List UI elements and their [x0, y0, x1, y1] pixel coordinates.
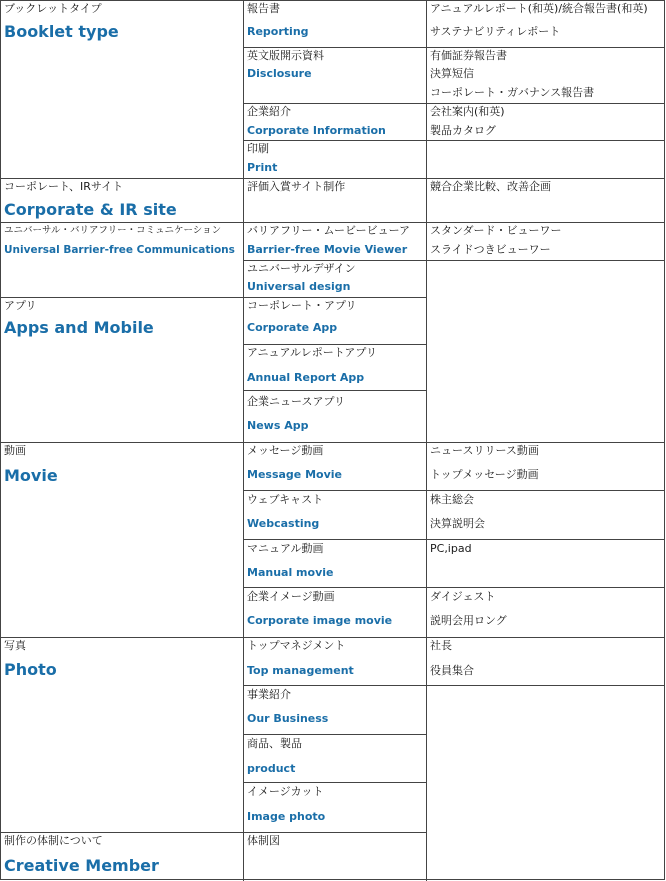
item-annual-report-app-jp: アニュアルレポートアプリ [247, 346, 377, 359]
item-our-business-jp: 事業紹介 [247, 688, 291, 701]
item-news-app-jp: 企業ニュースアプリ [247, 395, 346, 408]
item-award-site-jp: 評価入賞サイト制作 [247, 180, 346, 193]
detail-manual-movie-1: PC,ipad [430, 542, 472, 555]
item-corporate-image-movie-en: Corporate image movie [247, 614, 393, 627]
category-corporate-ir-jp: コーポレート、IRサイト [4, 180, 124, 193]
item-corporate-app-en: Corporate App [247, 321, 338, 334]
detail-disclosure-1: 有価証券報告書 [430, 49, 507, 62]
detail-corporate-info-1: 会社案内(和英) [430, 105, 505, 118]
detail-corporate-info-2: 製品カタログ [430, 124, 496, 137]
item-message-movie-jp: メッセージ動画 [247, 444, 324, 457]
item-print-jp: 印刷 [247, 142, 269, 155]
category-photo-en: Photo [4, 660, 57, 679]
item-manual-movie-jp: マニュアル動画 [247, 542, 324, 555]
detail-top-management-1: 社長 [430, 639, 452, 652]
item-message-movie-en: Message Movie [247, 468, 342, 481]
item-reporting-en: Reporting [247, 25, 309, 38]
item-corporate-info-en: Corporate Information [247, 124, 386, 137]
item-webcasting-en: Webcasting [247, 517, 320, 530]
detail-top-management-2: 役員集合 [430, 664, 474, 677]
item-webcasting-jp: ウェブキャスト [247, 493, 324, 506]
category-photo-jp: 写真 [4, 639, 26, 652]
category-booklet-en: Booklet type [4, 22, 119, 41]
category-creative-member-en: Creative Member [4, 856, 159, 875]
item-annual-report-app-en: Annual Report App [247, 371, 365, 384]
item-top-management-en: Top management [247, 664, 354, 677]
detail-webcasting-1: 株主総会 [430, 493, 474, 506]
detail-image-movie-2: 説明会用ロング [430, 614, 507, 627]
detail-disclosure-2: 決算短信 [430, 67, 474, 80]
item-barrier-free-viewer-jp: バリアフリー・ムービービューア [247, 224, 411, 237]
category-creative-member-jp: 制作の体制について [4, 834, 103, 847]
detail-message-movie-1: ニュースリリース動画 [430, 444, 539, 457]
item-reporting-jp: 報告書 [247, 2, 280, 15]
detail-webcasting-2: 決算説明会 [430, 517, 485, 530]
detail-viewer-1: スタンダード・ビューワー [430, 224, 562, 237]
item-universal-design-en: Universal design [247, 280, 351, 293]
item-image-photo-en: Image photo [247, 810, 326, 823]
detail-reporting-2: サステナビリティレポート [430, 25, 561, 38]
item-news-app-en: News App [247, 419, 309, 432]
category-universal-jp: ユニバーサル・バリアフリー・コミュニケーション [4, 225, 222, 236]
detail-message-movie-2: トップメッセージ動画 [430, 468, 539, 481]
item-top-management-jp: トップマネジメント [247, 639, 346, 652]
item-org-chart-jp: 体制図 [247, 834, 280, 847]
item-disclosure-en: Disclosure [247, 67, 312, 80]
item-image-photo-jp: イメージカット [247, 785, 324, 798]
item-print-en: Print [247, 161, 278, 174]
item-our-business-en: Our Business [247, 712, 329, 725]
detail-award-site-1: 競合企業比較、改善企画 [430, 180, 551, 193]
item-product-en: product [247, 762, 296, 775]
detail-reporting-1: アニュアルレポート(和英)/統合報告書(和英) [430, 2, 648, 15]
category-corporate-ir-en: Corporate & IR site [4, 200, 177, 219]
item-disclosure-jp: 英文版開示資料 [247, 49, 324, 62]
category-movie-en: Movie [4, 466, 58, 485]
item-manual-movie-en: Manual movie [247, 566, 334, 579]
category-apps-jp: アプリ [4, 299, 37, 312]
item-universal-design-jp: ユニバーサルデザイン [247, 262, 356, 275]
category-booklet-jp: ブックレットタイプ [4, 2, 102, 15]
detail-disclosure-3: コーポレート・ガバナンス報告書 [430, 86, 595, 99]
category-apps-en: Apps and Mobile [4, 318, 154, 337]
item-corporate-info-jp: 企業紹介 [247, 105, 291, 118]
item-corporate-image-movie-jp: 企業イメージ動画 [247, 590, 335, 603]
category-universal-en: Universal Barrier-free Communications [4, 244, 235, 256]
detail-viewer-2: スライドつきビューワー [430, 243, 551, 256]
detail-image-movie-1: ダイジェスト [430, 590, 496, 603]
item-barrier-free-viewer-en: Barrier-free Movie Viewer [247, 243, 408, 256]
item-corporate-app-jp: コーポレート・アプリ [247, 299, 357, 312]
category-movie-jp: 動画 [4, 444, 26, 457]
item-product-jp: 商品、製品 [247, 737, 302, 750]
